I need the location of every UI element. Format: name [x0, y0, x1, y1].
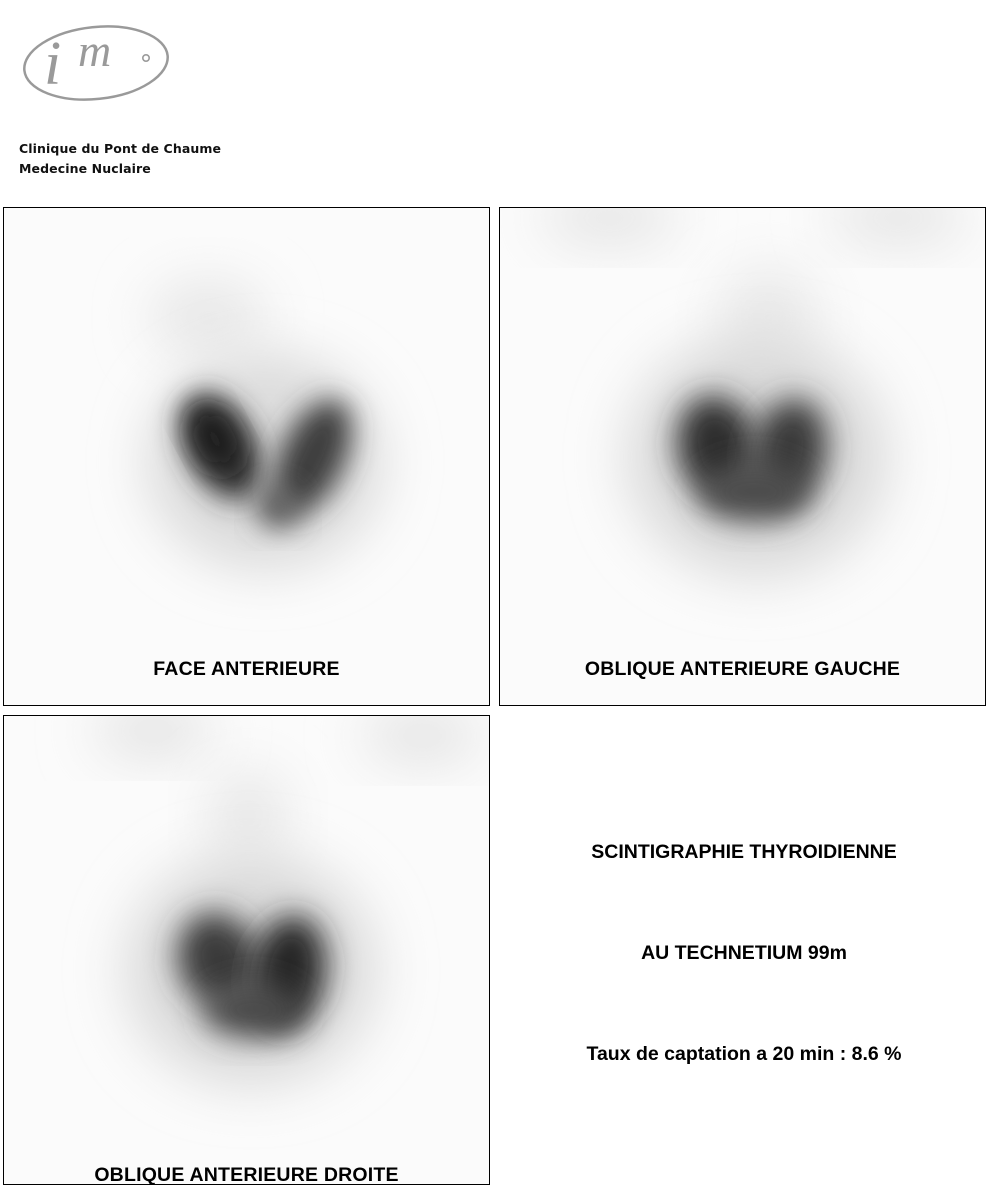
- clinic-name: Clinique du Pont de Chaume: [19, 141, 222, 156]
- exam-title: SCINTIGRAPHIE THYROIDIENNE: [591, 841, 897, 863]
- thyroid-scan-image: [4, 208, 489, 705]
- svg-text:m: m: [78, 25, 112, 76]
- scan-label: FACE ANTERIEURE: [153, 658, 340, 680]
- thyroid-scan-image: [500, 208, 985, 705]
- svg-text:i: i: [44, 30, 62, 98]
- department-name: Medecine Nuclaire: [19, 161, 151, 176]
- scan-panel-oblique-gauche: [499, 207, 986, 706]
- uptake-rate: Taux de captation a 20 min : 8.6 %: [586, 1043, 902, 1065]
- im-logo-graphic: [20, 18, 175, 108]
- im-logo: [20, 18, 175, 108]
- scan-label: OBLIQUE ANTERIEURE GAUCHE: [584, 658, 901, 680]
- thyroid-scan-image: [4, 716, 489, 1184]
- tracer-label: AU TECHNETIUM 99m: [641, 942, 847, 964]
- scan-panel-face-anterieure: [3, 207, 490, 706]
- scan-label: OBLIQUE ANTERIEURE DROITE: [94, 1164, 399, 1185]
- clinic-header: [19, 139, 221, 179]
- scan-panel-oblique-droite: [3, 715, 490, 1185]
